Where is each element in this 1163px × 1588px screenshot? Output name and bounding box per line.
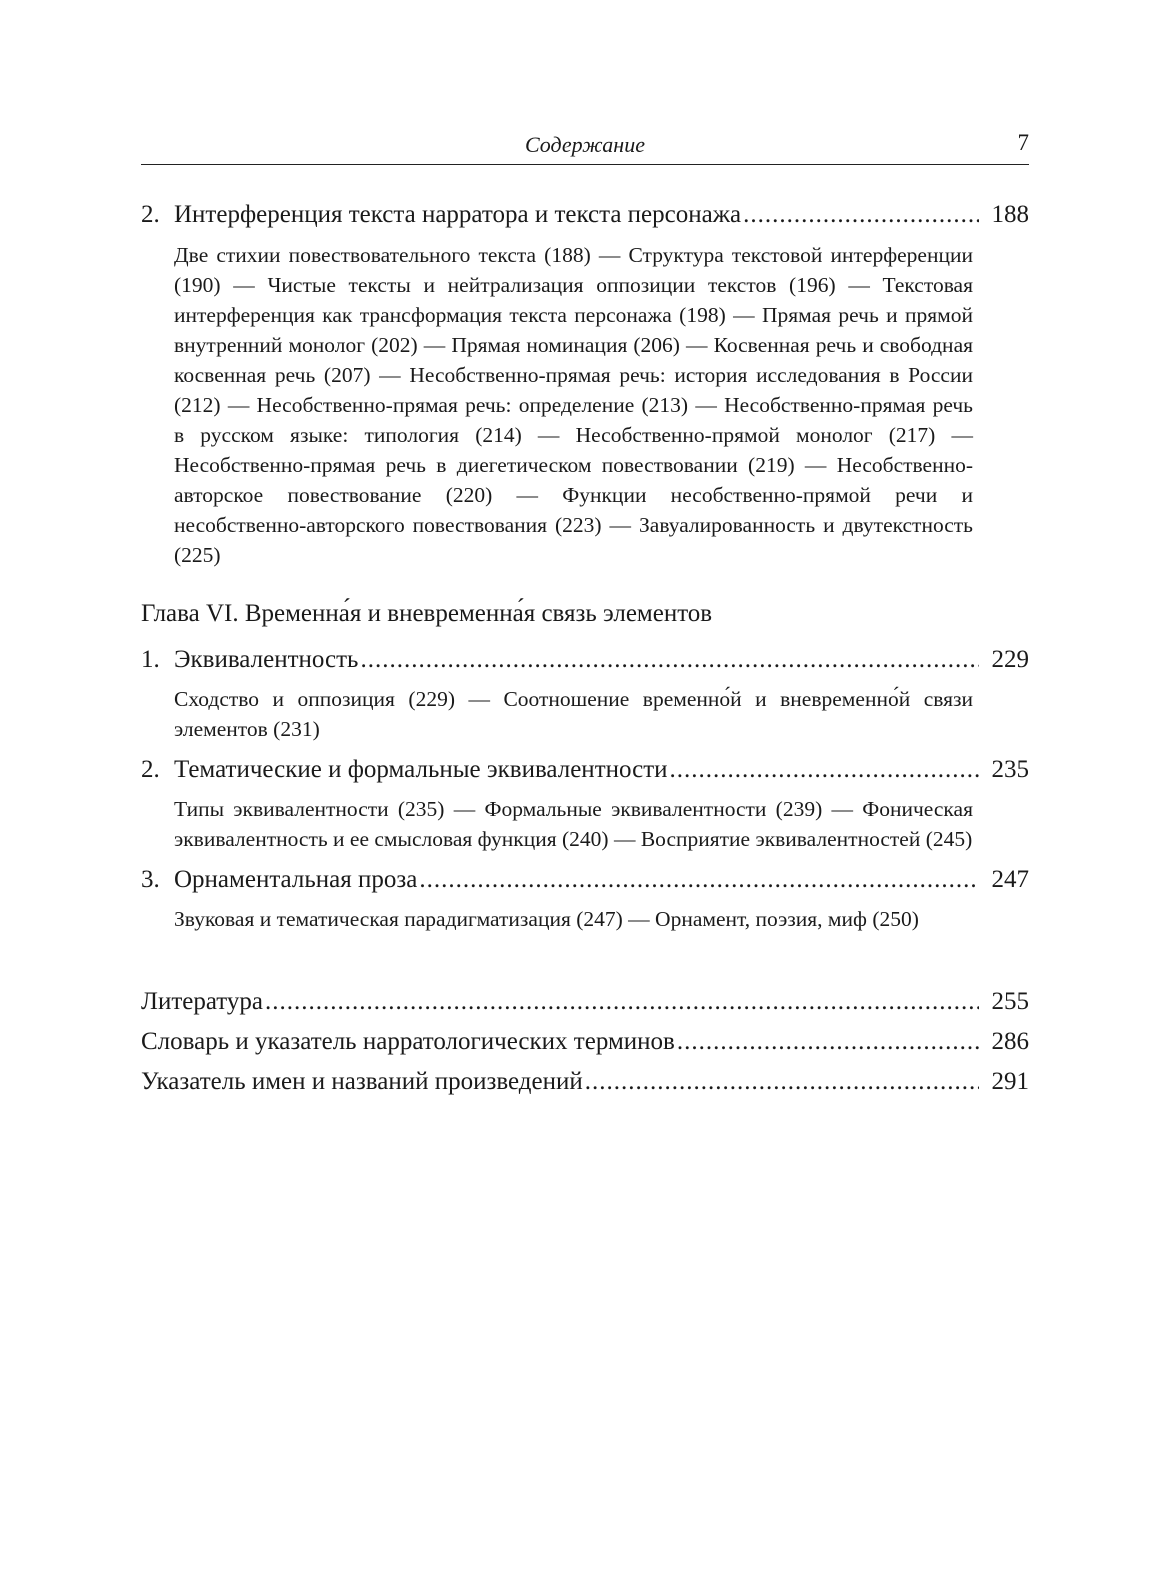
- toc-entry-page: 291: [991, 1068, 1029, 1095]
- dot-leader: [743, 199, 979, 231]
- toc-entry-label: Словарь и указатель нарратологических терминов: [141, 1028, 675, 1055]
- toc-entry-description: Сходство и оппозиция (229) — Соотношение временно́й и вневременно́й связи элементов (231): [174, 687, 973, 741]
- toc-entry-dictionary[interactable]: [141, 1026, 1029, 1058]
- toc-entry-label: Интерференция текста нарратора и текста персонажа: [174, 201, 742, 228]
- toc-entry-label: Литература: [141, 988, 263, 1015]
- toc-page: [141, 128, 1029, 1098]
- toc-entry-ornamental[interactable]: [141, 864, 1029, 896]
- toc-entry-label: Орнаментальная проза: [174, 866, 418, 893]
- toc-entry-number: 2.: [141, 201, 160, 228]
- toc-entry-label: Тематические и формальные эквивалентности: [174, 756, 668, 783]
- toc-entry-thematic[interactable]: [141, 754, 1029, 786]
- toc-entry-label: Эквивалентность: [174, 646, 359, 673]
- dot-leader: [419, 864, 979, 896]
- toc-entry-number: 1.: [141, 646, 160, 673]
- toc-entry-equivalence[interactable]: [141, 644, 1029, 676]
- toc-entry-description: Типы эквивалентности (235) — Формальные эквивалентности (239) — Фоническая эквивалентность и ее смысловая функция (240) — Восприятие эквивалентностей (245): [174, 797, 973, 851]
- toc-entry-description: Звуковая и тематическая парадигматизация (247) — Орнамент, поэзия, миф (250): [174, 907, 919, 931]
- toc-entry-page: 188: [991, 201, 1029, 228]
- dot-leader: [585, 1066, 979, 1098]
- dot-leader: [677, 1026, 979, 1058]
- toc-entry-page: 229: [991, 646, 1029, 673]
- toc-entry-number: 3.: [141, 866, 160, 893]
- running-header-title: Содержание: [524, 132, 645, 157]
- toc-entry-literature[interactable]: [141, 986, 1029, 1018]
- toc-entry-page: 247: [991, 866, 1029, 893]
- table-of-contents: [141, 199, 1029, 1098]
- toc-entry-description: Две стихии повествовательного текста (188) — Структура текстовой интерференции (190) — Чистые тексты и нейтрализация оппозиции текстов (196) — Текстовая интерференция как трансформация текста персонажа (198) — Прямая речь и прямой внутренний монолог (202) — Прямая номинация (206) — Косвенная речь и свободная косвенная речь (207) — Несобственно-прямая речь: история исследования в России (212) — Несобственно-прямая речь: определение (213) — Несобственно-прямая речь в русском языке: типология (214) — Несобственно-прямой монолог (217) — Несобственно-прямая речь в диегетическом повествовании (219) — Несобственно-авторское повествование (220) — Функции несобственно-прямой речи и несобственно-авторского повествования (223) — Завуалированность и двутекстность (225): [174, 243, 973, 567]
- toc-entry-page: 235: [991, 756, 1029, 783]
- dot-leader: [265, 986, 979, 1018]
- toc-entry-interference[interactable]: [141, 199, 1029, 231]
- toc-entry-label: Указатель имен и названий произведений: [141, 1068, 583, 1095]
- toc-entry-page: 286: [991, 1028, 1029, 1055]
- dot-leader: [670, 754, 979, 786]
- page-number: 7: [1017, 130, 1029, 155]
- chapter-heading[interactable]: Глава VI. Временна́я и вневременна́я связь элементов: [141, 600, 713, 627]
- toc-entry-page: 255: [991, 988, 1029, 1015]
- running-header: [141, 128, 1029, 165]
- toc-entry-number: 2.: [141, 756, 160, 783]
- dot-leader: [360, 644, 979, 676]
- toc-entry-index[interactable]: [141, 1066, 1029, 1098]
